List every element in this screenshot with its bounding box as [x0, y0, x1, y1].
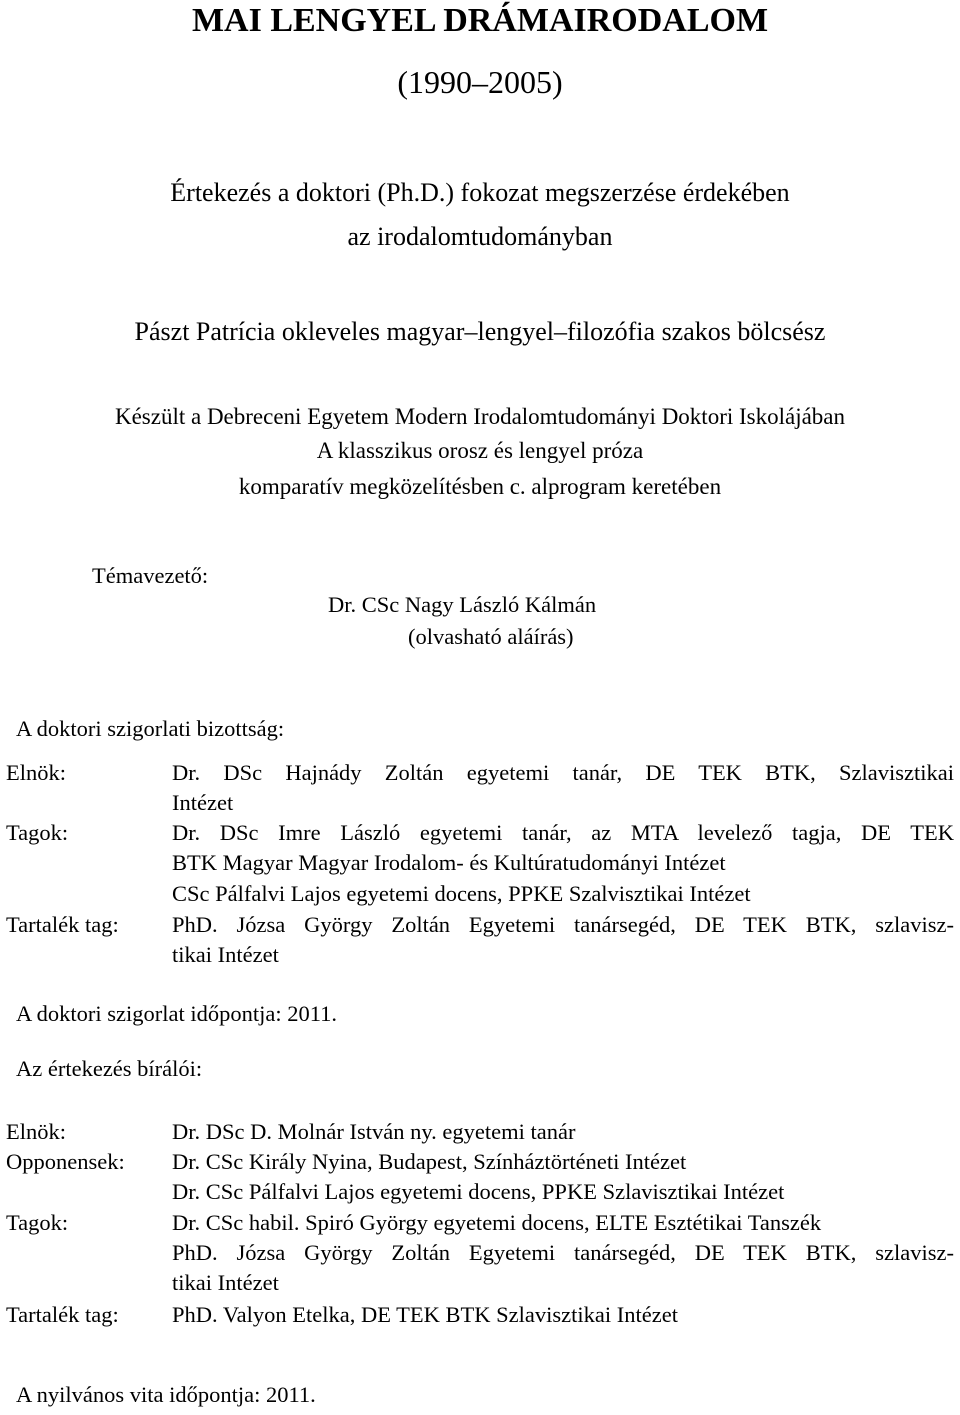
page-title: MAI LENGYEL DRÁMAIRODALOM [191, 2, 769, 39]
reviewers-chair: Dr. DSc D. Molnár István ny. egyetemi tanár [172, 1119, 576, 1144]
committee-member-1-line-2: BTK Magyar Magyar Irodalom- és Kultúratudományi Intézet [172, 850, 726, 875]
author-line: Pászt Patrícia okleveles magyar–lengyel–filozófia szakos bölcsész [134, 317, 826, 346]
committee-member-2: CSc Pálfalvi Lajos egyetemi docens, PPKE Szalvisztikai Intézet [172, 881, 751, 906]
reviewers-chair-label: Elnök: [6, 1119, 66, 1144]
committee-chair-line-1: Dr. DSc Hajnády Zoltán egyetemi tanár, DE TEK BTK, Szlavisztikai [172, 760, 954, 785]
committee-chair-line-2: Intézet [172, 790, 234, 815]
reviewers-member-2-line-2: tikai Intézet [172, 1270, 279, 1295]
intro-line-1: Értekezés a doktori (Ph.D.) fokozat megszerzése érdekében [170, 178, 790, 207]
reviewers-reserve-label: Tartalék tag: [6, 1302, 119, 1327]
reviewers-heading: Az értekezés bírálói: [16, 1056, 203, 1081]
reviewers-opponents-label: Opponensek: [6, 1149, 125, 1174]
committee-reserve-label: Tartalék tag: [6, 912, 119, 937]
reviewers-members-label: Tagok: [6, 1210, 69, 1235]
supervisor-label: Témavezető: [92, 563, 209, 588]
committee-chair-label: Elnök: [6, 760, 66, 785]
made-line-3: komparatív megközelítésben c. alprogram keretében [238, 474, 722, 499]
committee-member-1-line-1: Dr. DSc Imre László egyetemi tanár, az MTA levelező tagja, DE TEK [172, 820, 954, 845]
reviewers-opponent-2: Dr. CSc Pálfalvi Lajos egyetemi docens, PPKE Szlavisztikai Intézet [172, 1179, 785, 1204]
page-years: (1990–2005) [397, 64, 563, 100]
made-line-2: A klasszikus orosz és lengyel próza [316, 438, 644, 463]
exam-date: A doktori szigorlat időpontja: 2011. [16, 1001, 338, 1026]
reviewers-opponent-1: Dr. CSc Király Nyina, Budapest, Színháztörténeti Intézet [172, 1149, 687, 1174]
committee-members-label: Tagok: [6, 820, 69, 845]
reviewers-member-1: Dr. CSc habil. Spiró György egyetemi docens, ELTE Esztétikai Tanszék [172, 1210, 822, 1235]
committee-reserve-line-1: PhD. Józsa György Zoltán Egyetemi tanársegéd, DE TEK BTK, szlavisz- [172, 912, 954, 937]
reviewers-member-2-line-1: PhD. Józsa György Zoltán Egyetemi tanársegéd, DE TEK BTK, szlavisz- [172, 1240, 954, 1265]
defense-date: A nyilvános vita időpontja: 2011. [16, 1382, 316, 1407]
committee-heading: A doktori szigorlati bizottság: [16, 716, 285, 741]
intro-line-2: az irodalomtudományban [347, 222, 613, 251]
made-line-1: Készült a Debreceni Egyetem Modern Irodalomtudományi Doktori Iskolájában [114, 404, 846, 429]
committee-reserve-line-2: tikai Intézet [172, 942, 279, 967]
supervisor-name: Dr. CSc Nagy László Kálmán [328, 592, 597, 617]
supervisor-signature: (olvasható aláírás) [408, 624, 574, 649]
reviewers-reserve: PhD. Valyon Etelka, DE TEK BTK Szlavisztikai Intézet [172, 1302, 678, 1327]
